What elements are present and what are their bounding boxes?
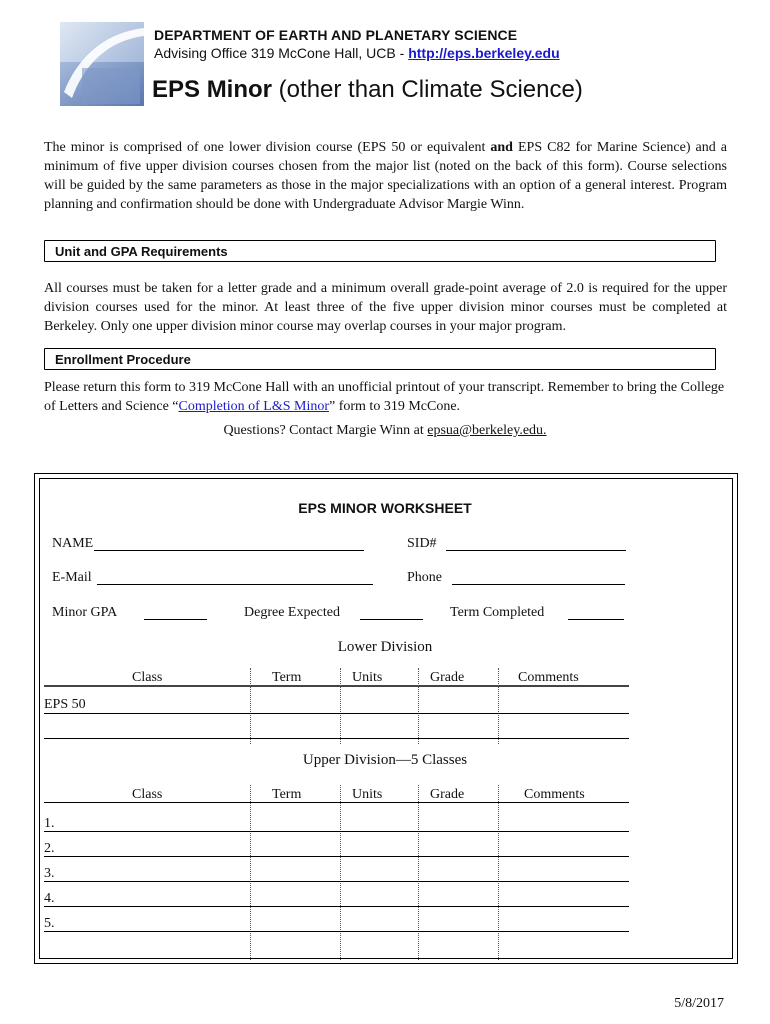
enrollment-text-b: ” form to 319 McCone. (329, 399, 461, 414)
upper-col-comments: Comments (524, 787, 585, 802)
lower-col-divider (498, 668, 499, 744)
intro-and: and (490, 140, 513, 155)
degree-expected-field[interactable] (360, 619, 423, 620)
minor-gpa-field[interactable] (144, 619, 207, 620)
upper-col-class: Class (132, 787, 163, 802)
questions-text: Questions? Contact Margie Winn at (223, 423, 428, 438)
advisor-email[interactable]: epsua@berkeley.edu. (427, 423, 547, 438)
intro-text-a: The minor is comprised of one lower division course (EPS 50 or equivalent (44, 140, 491, 155)
lower-col-units: Units (352, 670, 383, 685)
term-completed-label: Term Completed (450, 605, 545, 620)
upper-col-units: Units (352, 787, 383, 802)
upper-col-divider (418, 785, 419, 960)
upper-row-1[interactable] (44, 831, 629, 832)
title-bold: EPS Minor (152, 76, 273, 103)
enrollment-text-a: Please return this form to 319 McCone Hall with an unofficial printout of your transcript. Remember to bring the College of Letters and Science “ (44, 380, 725, 414)
advising-office-line (154, 45, 560, 61)
upper-row-2[interactable] (44, 856, 629, 857)
lower-col-term: Term (272, 670, 302, 685)
eps-logo (60, 22, 144, 106)
lower-col-divider (250, 668, 251, 744)
upper-header-rule (44, 802, 629, 803)
upper-col-divider (498, 785, 499, 960)
sid-label: SID# (407, 536, 437, 551)
upper-row-5-num: 5. (44, 916, 55, 931)
name-label: NAME (52, 536, 94, 551)
unit-gpa-heading-box (44, 240, 716, 262)
department-heading: DEPARTMENT OF EARTH AND PLANETARY SCIENCE (154, 27, 518, 43)
lower-col-grade: Grade (430, 670, 465, 685)
lower-division-heading: Lower Division (337, 639, 433, 655)
lower-row-1[interactable] (44, 713, 629, 714)
office-text: Advising Office 319 McCone Hall, UCB - (154, 45, 409, 61)
upper-col-term: Term (272, 787, 302, 802)
upper-division-heading: Upper Division—5 Classes (302, 752, 468, 768)
lower-row-2[interactable] (44, 738, 629, 739)
intro-text-b: EPS C82 for Marine Science) and a minimum of five upper division courses chosen from the major list (noted on the back of this form). Course selections will be guided by the same parameters as those in the major specializations with an option of a general interest. Program planning and confirmation should be done with Undergraduate Advisor Margie Winn. (44, 140, 727, 212)
phone-field[interactable] (452, 584, 625, 585)
questions-line (0, 423, 770, 439)
lower-col-class: Class (132, 670, 163, 685)
email-label: E-Mail (52, 570, 92, 585)
lower-col-comments: Comments (518, 670, 579, 685)
lower-header-rule (44, 685, 629, 687)
email-field[interactable] (97, 584, 373, 585)
upper-row-5[interactable] (44, 931, 629, 932)
name-field[interactable] (94, 550, 364, 551)
enrollment-paragraph (44, 378, 727, 416)
upper-row-4[interactable] (44, 906, 629, 907)
ls-minor-completion-link[interactable]: Completion of L&S Minor (178, 399, 329, 414)
lower-col-divider (340, 668, 341, 744)
intro-paragraph (44, 138, 727, 214)
upper-col-divider (340, 785, 341, 960)
phone-label: Phone (407, 570, 442, 585)
title-rest: (other than Climate Science) (272, 76, 583, 103)
upper-col-divider (250, 785, 251, 960)
upper-row-3[interactable] (44, 881, 629, 882)
worksheet-title: EPS MINOR WORKSHEET (298, 500, 472, 516)
upper-row-4-num: 4. (44, 891, 55, 906)
sid-field[interactable] (446, 550, 626, 551)
unit-gpa-heading: Unit and GPA Requirements (55, 244, 228, 259)
enrollment-heading: Enrollment Procedure (55, 352, 191, 367)
upper-col-grade: Grade (430, 787, 465, 802)
lower-row-1-class: EPS 50 (44, 697, 86, 712)
page-title (152, 76, 583, 104)
upper-row-1-num: 1. (44, 816, 55, 831)
upper-row-3-num: 3. (44, 866, 55, 881)
degree-expected-label: Degree Expected (244, 605, 340, 620)
term-completed-field[interactable] (568, 619, 624, 620)
minor-gpa-label: Minor GPA (52, 605, 118, 620)
lower-col-divider (418, 668, 419, 744)
eps-website-link[interactable]: http://eps.berkeley.edu (408, 45, 560, 61)
enrollment-heading-box (44, 348, 716, 370)
unit-gpa-paragraph: All courses must be taken for a letter grade and a minimum overall grade-point average of 2.0 is required for the upper division courses used for the minor. At least three of the five upper division minor courses must be completed at Berkeley. Only one upper division minor course may overlap courses in your major program. (44, 281, 727, 334)
upper-row-2-num: 2. (44, 841, 55, 856)
revision-date: 5/8/2017 (674, 996, 724, 1011)
